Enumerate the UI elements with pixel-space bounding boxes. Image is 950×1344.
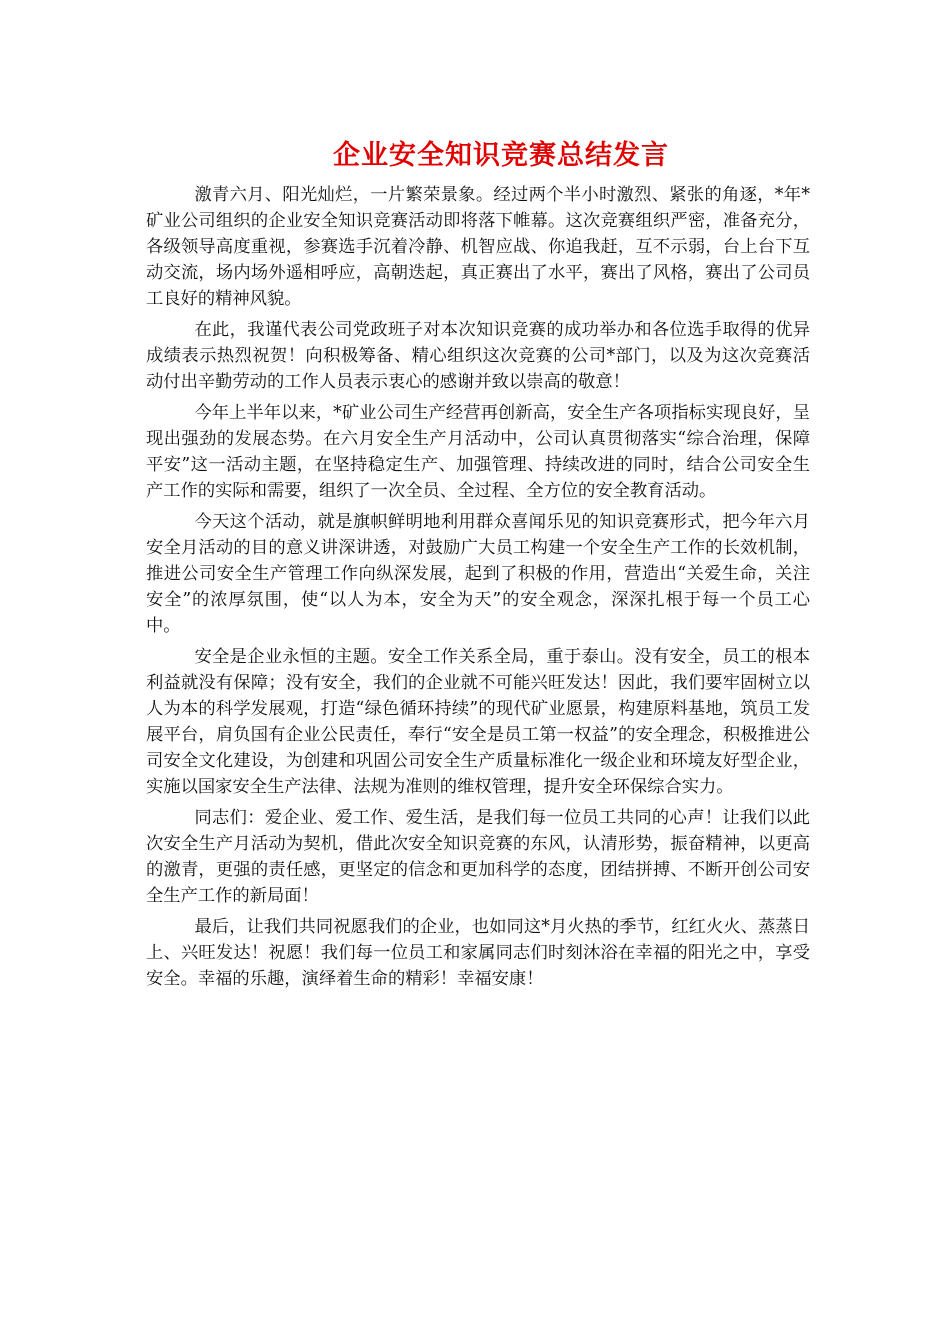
paragraph-1: 激青六月、阳光灿烂，一片繁荣景象。经过两个半小时激烈、紧张的角逐，*年*矿业公司组织的企业安全知识竞赛活动即将落下帷幕。这次竞赛组织严密，准备充分，各级领导高度重视，参赛选手沉着冷静、机智应战、你追我赶，互不示弱，台上台下互动交流，场内场外遥相呼应，高朝迭起，真正赛出了水平，赛出了风格，赛出了公司员工良好的精神风貌。: [146, 185, 810, 309]
document-body: [146, 182, 810, 997]
paragraph-5: 安全是企业永恒的主题。安全工作关系全局，重于泰山。没有安全，员工的根本利益就没有保障；没有安全，我们的企业就不可能兴旺发达！因此，我们要牢固树立以人为本的科学发展观，打造“绿色循环持续”的现代矿业愿景，构建原料基地，筑员工发展平台，肩负国有企业公民责任，奉行“安全是员工第一权益”的安全理念，积极推进公司安全文化建设，为创建和巩固公司安全生产质量标准化一级企业和环境友好型企业，实施以国家安全生产法律、法规为准则的维权管理，提升安全环保综合实力。: [146, 647, 810, 797]
paragraph-2: 在此，我谨代表公司党政班子对本次知识竞赛的成功举办和各位选手取得的优异成绩表示热烈祝贺！向积极筹备、精心组织这次竞赛的公司*部门，以及为这次竞赛活动付出辛勤劳动的工作人员表示衷心的感谢并致以崇高的敬意！: [146, 320, 810, 392]
paragraph-3: 今年上半年以来，*矿业公司生产经营再创新高，安全生产各项指标实现良好，呈现出强劲的发展态势。在六月安全生产月活动中，公司认真贯彻落实“综合治理，保障平安”这一活动主题，在坚持稳定生产、加强管理、持续改进的同时，结合公司安全生产工作的实际和需要，组织了一次全员、全过程、全方位的安全教育活动。: [146, 403, 810, 501]
paragraph-7: 最后，让我们共同祝愿我们的企业，也如同这*月火热的季节，红红火火、蒸蒸日上、兴旺发达！祝愿！我们每一位员工和家属同志们时刻沐浴在幸福的阳光之中，享受安全。幸福的乐趣，演绎着生命的精彩！幸福安康！: [146, 917, 810, 989]
paragraph-6: 同志们：爱企业、爱工作、爱生活，是我们每一位员工共同的心声！让我们以此次安全生产月活动为契机，借此次安全知识竞赛的东风，认清形势，振奋精神，以更高的激青，更强的责任感，更坚定的信念和更加科学的态度，团结拼搏、不断开创公司安全生产工作的新局面！: [146, 808, 810, 906]
paragraph-4: 今天这个活动，就是旗帜鲜明地利用群众喜闻乐见的知识竞赛形式，把今年六月安全月活动的目的意义讲深讲透，对鼓励广大员工构建一个安全生产工作的长效机制，推进公司安全生产管理工作向纵深发展，起到了积极的作用，营造出“关爱生命，关注安全”的浓厚氛围，使“以人为本，安全为天”的安全观念，深深扎根于每一个员工心中。: [146, 512, 810, 636]
document-title: 企业安全知识竞赛总结发言: [333, 140, 669, 171]
